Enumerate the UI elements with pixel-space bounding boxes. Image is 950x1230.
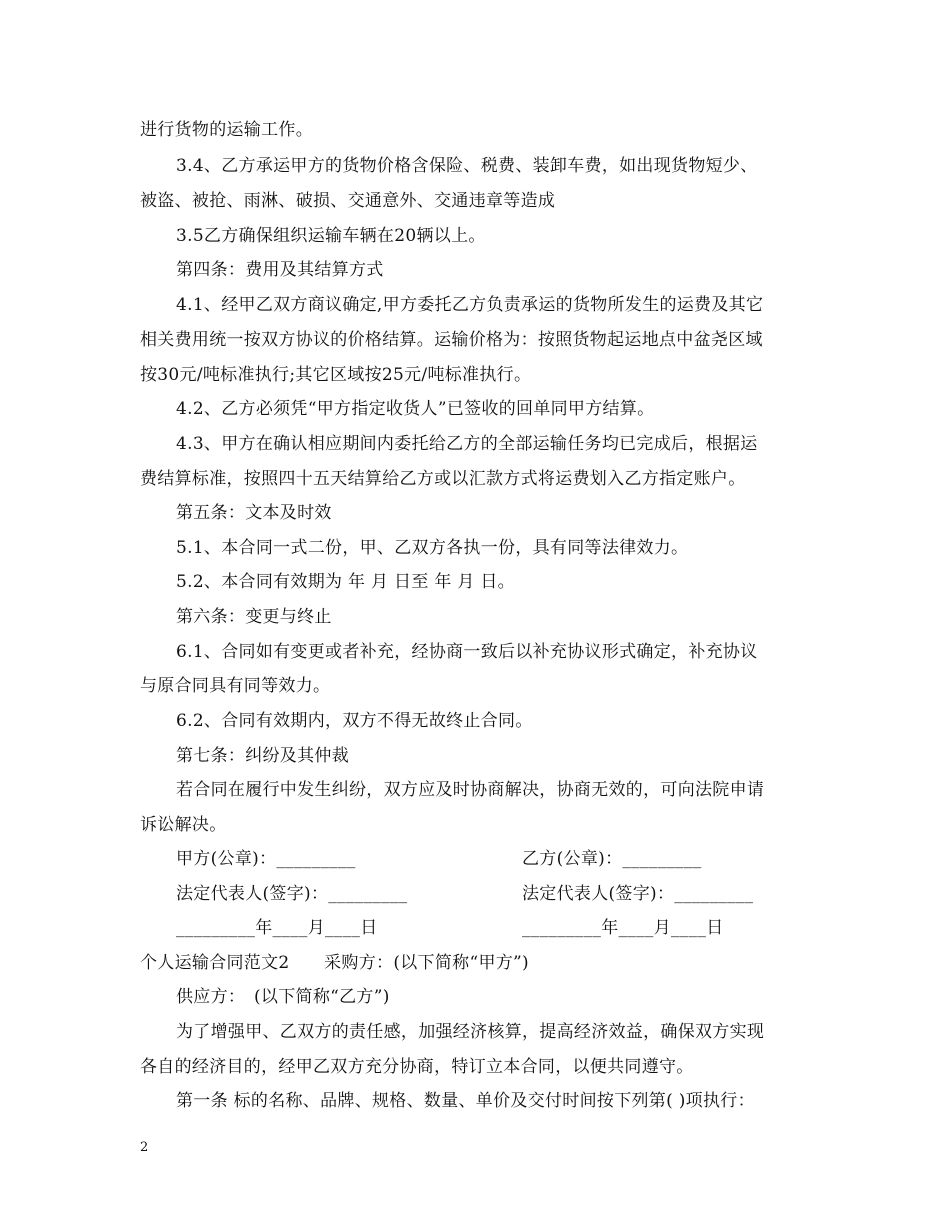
body-line: 与原合同具有同等效力。: [140, 676, 331, 696]
body-line: 4.3、甲方在确认相应期间内委托给乙方的全部运输任务均已完成后，根据运: [176, 434, 758, 454]
body-line: 为了增强甲、乙双方的责任感，加强经济核算，提高经济效益，确保双方实现: [176, 1022, 765, 1042]
body-line: 5.1、本合同一式二份，甲、乙双方各执一份，具有同等法律效力。: [176, 538, 689, 558]
section-heading: 第五条：文本及时效: [176, 503, 332, 523]
party-a-seal: 甲方(公章)：_________: [176, 849, 356, 869]
body-line: 6.2、合同有效期内，双方不得无故终止合同。: [176, 711, 533, 731]
body-line: 诉讼解决。: [140, 815, 227, 835]
body-line: 按30元/吨标准执行;其它区域按25元/吨标准执行。: [140, 365, 532, 385]
body-line: 各自的经济目的，经甲乙双方充分协商，特订立本合同，以便共同遵守。: [140, 1057, 694, 1077]
body-line: 3.4、乙方承运甲方的货物价格含保险、税费、装卸车费，如出现货物短少、: [176, 156, 758, 176]
party-b-seal: 乙方(公章)：_________: [522, 849, 702, 869]
body-line: 被盗、被抢、雨淋、破损、交通意外、交通违章等造成: [140, 191, 556, 211]
body-line: 5.2、本合同有效期为 年 月 日至 年 月 日。: [176, 572, 515, 592]
body-line: 6.1、合同如有变更或者补充，经协商一致后以补充协议形式确定，补充协议: [176, 642, 758, 662]
party-b-date: _________年____月____日: [522, 918, 724, 938]
section-heading: 第四条：费用及其结算方式: [176, 260, 384, 280]
body-line: 进行货物的运输工作。: [140, 120, 313, 140]
body-line: 3.5乙方确保组织运输车辆在20辆以上。: [176, 226, 486, 246]
section-heading: 第六条：变更与终止: [176, 607, 332, 627]
page-number: 2: [140, 1140, 149, 1155]
section-heading: 第七条：纠纷及其仲裁: [176, 746, 349, 766]
contract-title-line: 个人运输合同范文2 采购方：(以下简称“甲方”): [140, 953, 529, 973]
body-line: 费结算标准，按照四十五天结算给乙方或以汇款方式将运费划入乙方指定账户。: [140, 469, 746, 489]
party-a-representative: 法定代表人(签字)：_________: [176, 884, 408, 904]
section-heading: 第一条 标的名称、品牌、规格、数量、单价及交付时间按下列第( )项执行：: [176, 1091, 755, 1111]
party-b-representative: 法定代表人(签字)：_________: [522, 884, 754, 904]
party-a-date: _________年____月____日: [176, 918, 378, 938]
body-line: 供应方： (以下简称“乙方”): [176, 987, 390, 1007]
body-line: 相关费用统一按双方协议的价格结算。运输价格为：按照货物起运地点中盆尧区域: [140, 330, 763, 350]
body-line: 4.1、经甲乙双方商议确定,甲方委托乙方负责承运的货物所发生的运费及其它: [176, 295, 764, 315]
body-line: 若合同在履行中发生纠纷，双方应及时协商解决，协商无效的，可向法院申请: [176, 780, 765, 800]
body-line: 4.2、乙方必须凭“甲方指定收货人”已签收的回单同甲方结算。: [176, 399, 655, 419]
